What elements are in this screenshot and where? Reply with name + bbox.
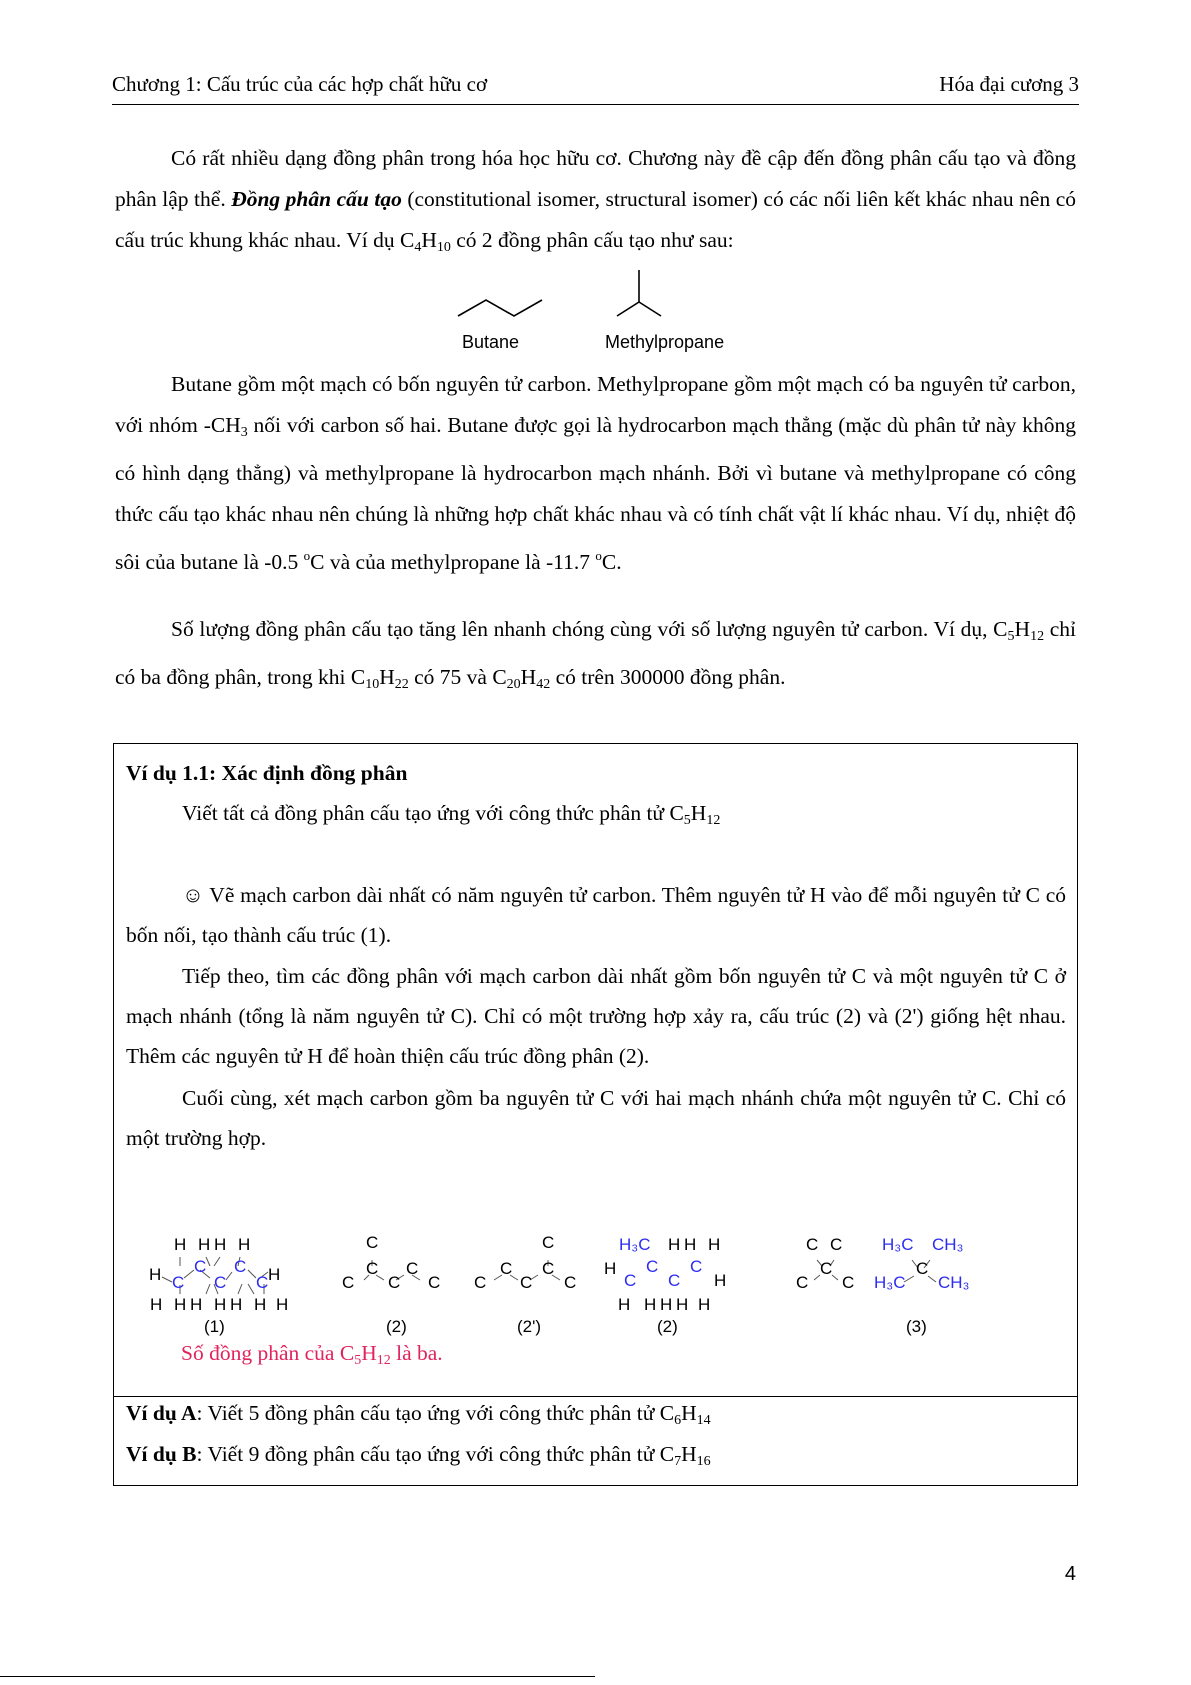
atom: H [676,1295,689,1314]
exercise-b: Ví dụ B: Viết 9 đồng phân cấu tạo ứng với công thức phân tử $C_7H_{16}$ [126,1442,711,1469]
subscript: 3 [240,425,248,440]
atom: C [366,1259,379,1278]
text: H [361,1341,377,1365]
butane-skeleton [458,300,542,316]
atom: C [624,1271,637,1290]
atom: H [618,1295,631,1314]
atom: C [646,1257,659,1276]
structure-label: (2') [517,1317,542,1336]
atom: C [428,1273,441,1292]
subscript: 10 [436,240,451,255]
subscript: 6 [674,1413,682,1428]
atom: H [230,1295,243,1314]
box-divider [114,1396,1077,1397]
butane-methylpropane-figure [440,262,760,362]
skeletal-structures [440,262,760,332]
subscript: 5 [354,1353,362,1368]
degree-superscript: o [595,548,602,563]
atom: CH₃ [932,1235,964,1254]
structure-labels [114,1317,1079,1343]
example-step-2: Tiếp theo, tìm các đồng phân với mạch carbon dài nhất gồm bốn nguyên tử C và một nguyên tử C ở mạch nhánh (tổng là năm nguyên tử C). Chỉ có một trường hợp xảy ra, cấu trúc (2) và (2') giống hệt nhau. Thêm các nguyên tử H để hoàn thiện cấu trúc đồng phân (2). [126,964,1066,1068]
atom: H [268,1265,281,1284]
result-statement [181,1341,443,1369]
atom: H [190,1295,203,1314]
atom: C [256,1273,269,1292]
text: H [379,665,395,689]
course-title: Hóa đại cương 3 [939,72,1079,96]
atom: H [198,1235,211,1254]
atom: H₃C [619,1235,651,1254]
atom: C [172,1273,185,1292]
atom: H [668,1235,681,1254]
exercise-a: Ví dụ A: Viết 5 đồng phân cấu tạo ứng với công thức phân tử $C_6H_{14}$ [126,1401,711,1428]
atom: H [604,1259,617,1278]
text: (constitutional isomer, structural isomer) có các nối liên kết khác nhau nên có cấu trúc khung khác nhau. Ví dụ C [115,187,1077,252]
atom: H [644,1295,657,1314]
text: H [520,665,537,689]
term-constitutional-isomer: Đồng phân cấu tạo [231,187,402,211]
subscript: 5 [1007,629,1015,644]
structure-label: (1) [204,1317,225,1336]
footer-rule [0,1676,595,1677]
subscript: 12 [376,1353,391,1368]
isomer-count-paragraph [115,609,1076,705]
atom: C [520,1273,533,1292]
page-number: 4 [1064,1563,1076,1585]
subscript: 42 [536,677,551,692]
atom: C [500,1259,513,1278]
text: chỉ có ba đồng phân, trong khi C [115,617,1076,689]
structure-label: (2) [657,1317,678,1336]
example-title: Ví dụ 1.1: Xác định đồng phân [126,761,408,785]
atom: H [684,1235,697,1254]
atom: H [214,1295,227,1314]
atom: C [820,1259,833,1278]
atom: C [830,1235,843,1254]
text: nối với carbon số hai. Butane được gọi là hydrocarbon mạch thẳng (mặc dù phân tử này không có hình dạng thẳng) và methylpropane là hydrocarbon mạch nhánh. Bởi vì butane và methylpropane có công thức cấu tạo khác nhau nên chúng là những hợp chất khác nhau và có tính chất vật lí khác nhau. Ví dụ, nhiệt độ sôi của butane là -0.5 [115,413,1076,574]
atom: C [214,1273,227,1292]
atom: C [234,1257,247,1276]
degree-superscript: o [303,548,311,563]
text: C và của methylpropane là -11.7 [310,550,596,574]
structure-2-expanded [604,1235,726,1314]
text: Số lượng đồng phân cấu tạo tăng lên nhanh chóng cùng với số lượng nguyên tử carbon. Ví dụ, C [171,617,1008,641]
atom: C [564,1273,577,1292]
atom: H [149,1265,162,1284]
page-header [112,68,1079,105]
text: H [421,228,437,252]
example-prompt [182,793,1062,841]
atom: C [366,1233,379,1252]
structure-2-prime [474,1233,576,1292]
methylpropane-bond [617,302,639,316]
intro-paragraph [115,138,1076,268]
atom: C [916,1259,929,1278]
butane-label: Butane [462,332,520,352]
text: : Viết 9 đồng phân cấu tạo ứng với công thức phân tử C [196,1442,675,1466]
subscript: 7 [674,1454,682,1469]
atom: C [194,1257,207,1276]
subscript: 10 [365,677,380,692]
atom: H [660,1295,673,1314]
structure-label: (3) [906,1317,927,1336]
atom: H [238,1235,251,1254]
structure-3-condensed [874,1235,969,1292]
c5h12-structures [114,1222,1079,1322]
atom: C [474,1273,487,1292]
atom: CH₃ [938,1273,970,1292]
text: có 2 đồng phân cấu tạo như sau: [450,228,734,252]
text: H [690,801,707,825]
example-step-3: Cuối cùng, xét mạch carbon gồm ba nguyên tử C với hai mạch nhánh chứa một nguyên tử C. Chỉ có một trường hợp. [126,1086,1066,1150]
subscript: 16 [696,1454,711,1469]
methylpropane-label: Methylpropane [605,332,725,352]
text: H [681,1442,697,1466]
atom: H₃C [874,1273,906,1292]
atom: H [214,1235,227,1254]
atom: H [698,1295,711,1314]
text: có trên 300000 đồng phân. [550,665,786,689]
structure-label: (2) [386,1317,407,1336]
atom: C [542,1233,555,1252]
atom: C [388,1273,401,1292]
subscript: 5 [683,813,691,828]
atom: H [174,1235,187,1254]
atom: H₃C [882,1235,914,1254]
text: Số đồng phân của C [181,1341,355,1365]
atom: H [708,1235,721,1254]
text: Viết tất cả đồng phân cấu tạo ứng với công thức phân tử C [182,801,684,825]
example-box [113,743,1078,1486]
structure-2 [342,1233,440,1292]
text: Có rất nhiều dạng đồng phân trong hóa học hữu cơ. Chương này đề cập đến đồng phân cấu tạo và đồng phân lập thể. [115,146,1076,211]
atom: C [842,1273,855,1292]
structure-1 [149,1235,288,1314]
text: C. [601,550,622,574]
text: : Viết 5 đồng phân cấu tạo ứng với công thức phân tử C [196,1401,675,1425]
methylpropane-bond [639,302,661,316]
atom: H [276,1295,289,1314]
text: H [681,1401,697,1425]
subscript: 14 [696,1413,711,1428]
atom: C [796,1273,809,1292]
atom: C [806,1235,819,1254]
subscript: 4 [414,240,422,255]
atom: C [342,1273,355,1292]
atom: H [254,1295,267,1314]
atom: C [668,1271,681,1290]
atom: C [690,1257,703,1276]
text: là ba. [390,1341,443,1365]
text: H [1014,617,1031,641]
subscript: 12 [1030,629,1045,644]
text: Butane gồm một mạch có bốn nguyên tử carbon. Methylpropane gồm một mạch có ba nguyên tử carbon, với nhóm -CH [115,372,1076,437]
atom: H [174,1295,187,1314]
structure-3 [796,1235,854,1292]
text: có 75 và C [408,665,507,689]
subscript: 20 [506,677,521,692]
chapter-title: Chương 1: Cấu trúc của các hợp chất hữu cơ [112,72,488,96]
atom: C [542,1259,555,1278]
subscript: 12 [706,813,721,828]
example-step-1: ☺ Vẽ mạch carbon dài nhất có năm nguyên tử carbon. Thêm nguyên tử H vào để mỗi nguyên tử C có bốn nối, tạo thành cấu trúc (1). [126,883,1066,947]
atom: C [406,1259,419,1278]
butane-paragraph [115,364,1076,583]
subscript: 22 [394,677,409,692]
atom: H [150,1295,163,1314]
atom: H [714,1271,727,1290]
